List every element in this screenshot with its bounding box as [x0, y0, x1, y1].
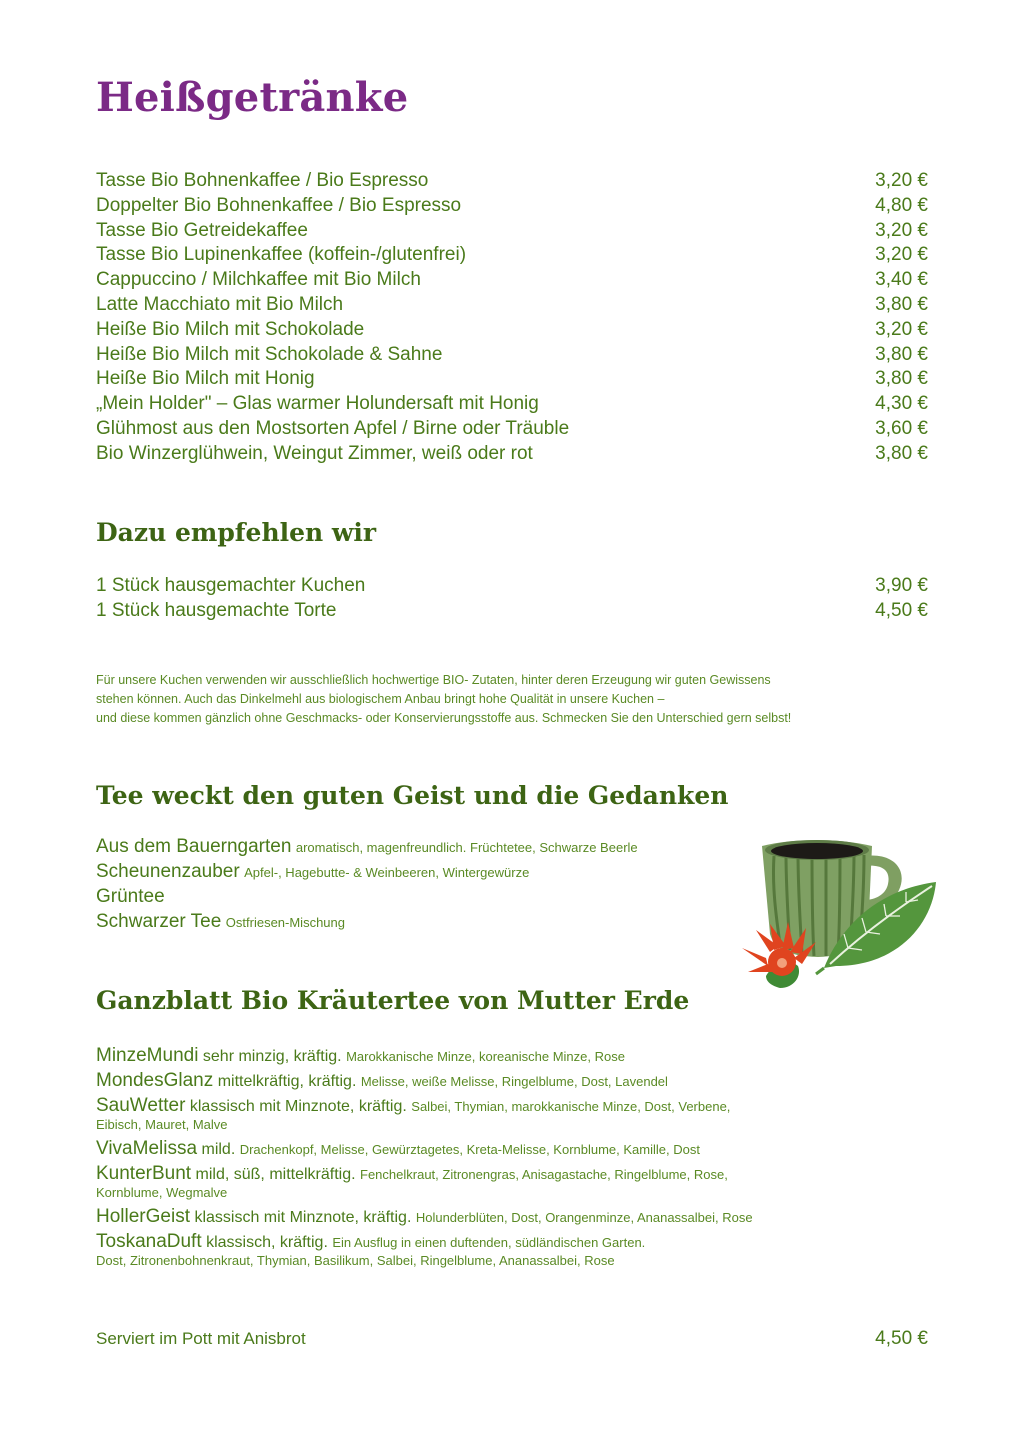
hot-drinks-list	[96, 170, 928, 468]
note-line: Für unsere Kuchen verwenden wir ausschließlich hochwertige BIO- Zutaten, hinter deren Erzeugung wir guten Gewissens	[96, 673, 771, 687]
menu-row	[96, 393, 928, 418]
item-name: 1 Stück hausgemachter Kuchen	[96, 575, 366, 596]
item-name: Cappuccino / Milchkaffee mit Bio Milch	[96, 269, 421, 291]
tea-name: Schwarzer Tee	[96, 911, 222, 932]
item-price: 3,20 €	[875, 219, 928, 241]
tea-name: Scheunenzauber	[96, 861, 240, 882]
item-price: 3,40 €	[875, 269, 928, 291]
item-name: Heiße Bio Milch mit Honig	[96, 368, 315, 390]
item-name: Bio Winzerglühwein, Weingut Zimmer, weiß oder rot	[96, 442, 533, 464]
herbal-desc: Drachenkopf, Melisse, Gewürztagetes, Kreta-Melisse, Kornblume, Kamille, Dost	[239, 1142, 700, 1157]
tea-heading: Tee weckt den guten Geist und die Gedanken	[96, 781, 729, 810]
item-price: 3,60 €	[875, 417, 928, 439]
herbal-name: HollerGeist	[96, 1206, 190, 1227]
page-title: Heißgetränke	[96, 74, 409, 121]
herbal-style: klassisch mit Minznote, kräftig.	[194, 1209, 412, 1226]
herbal-style: mild, süß, mittelkräftig.	[195, 1166, 356, 1183]
served-row	[96, 1328, 928, 1350]
herbal-list	[96, 1046, 896, 1275]
herbal-desc: Ein Ausflug in einen duftenden, südländischen Garten.	[332, 1235, 646, 1250]
item-price: 3,20 €	[875, 244, 928, 266]
menu-row	[96, 195, 928, 220]
note-line: und diese kommen gänzlich ohne Geschmacks- oder Konservierungsstoffe aus. Schmecken Sie den Unterschied gern selbst!	[96, 711, 792, 725]
herbal-desc: Fenchelkraut, Zitronengras, Anisagastache, Ringelblume, Rose,	[360, 1167, 728, 1182]
herbal-style: sehr minzig, kräftig.	[202, 1048, 342, 1065]
item-name: 1 Stück hausgemachte Torte	[96, 599, 337, 621]
item-name: „Mein Holder" – Glas warmer Holundersaft mit Honig	[96, 393, 539, 415]
tea-item	[96, 861, 736, 886]
menu-row	[96, 368, 928, 393]
herbal-desc-cont: Dost, Zitronenbohnenkraut, Thymian, Basilikum, Salbei, Ringelblume, Ananassalbei, Rose	[96, 1253, 615, 1268]
item-price: 3,20 €	[875, 170, 928, 191]
tea-desc: Apfel-, Hagebutte- & Weinbeeren, Wintergewürze	[244, 865, 530, 880]
served-label: Serviert im Pott mit Anisbrot	[96, 1329, 306, 1348]
herbal-style: klassisch mit Minznote, kräftig.	[189, 1098, 407, 1115]
menu-row	[96, 418, 928, 443]
tea-item	[96, 836, 736, 861]
item-price: 4,30 €	[875, 393, 928, 415]
item-price: 3,80 €	[875, 343, 928, 365]
herbal-desc: Salbei, Thymian, marokkanische Minze, Dost, Verbene,	[411, 1099, 731, 1114]
herbal-name: MondesGlanz	[96, 1070, 214, 1091]
item-name: Tasse Bio Lupinenkaffee (koffein-/glutenfrei)	[96, 244, 467, 266]
tea-item	[96, 911, 736, 936]
note-line: stehen können. Auch das Dinkelmehl aus biologischem Anbau bringt hohe Qualität in unsere Kuchen –	[96, 692, 665, 706]
item-name: Tasse Bio Bohnenkaffee / Bio Espresso	[96, 170, 429, 191]
herbal-name: SauWetter	[96, 1095, 186, 1116]
tea-item	[96, 886, 736, 911]
menu-row	[96, 170, 928, 195]
menu-row	[96, 575, 928, 600]
herbal-name: VivaMelissa	[96, 1138, 198, 1159]
tea-name: Aus dem Bauerngarten	[96, 836, 292, 857]
herbal-item	[96, 1046, 896, 1066]
menu-row	[96, 294, 928, 319]
item-price: 3,80 €	[875, 368, 928, 390]
herbal-item	[96, 1096, 896, 1134]
herbal-desc-cont: Kornblume, Wegmalve	[96, 1185, 228, 1200]
tea-name: Grüntee	[96, 886, 165, 907]
herbal-item	[96, 1207, 896, 1227]
menu-row	[96, 244, 928, 269]
herbal-heading: Ganzblatt Bio Kräutertee von Mutter Erde	[96, 986, 690, 1015]
served-price: 4,50 €	[875, 1328, 928, 1349]
tea-desc: aromatisch, magenfreundlich. Früchtetee, Schwarze Beerle	[295, 840, 638, 855]
herbal-name: KunterBunt	[96, 1163, 192, 1184]
herbal-name: ToskanaDuft	[96, 1231, 202, 1252]
item-price: 4,50 €	[875, 599, 928, 621]
herbal-desc: Holunderblüten, Dost, Orangenminze, Ananassalbei, Rose	[415, 1210, 753, 1225]
herbal-item	[96, 1232, 896, 1270]
herbal-name: MinzeMundi	[96, 1045, 199, 1066]
tea-list	[96, 836, 736, 936]
herbal-style: mittelkräftig, kräftig.	[217, 1073, 357, 1090]
item-name: Heiße Bio Milch mit Schokolade	[96, 318, 365, 340]
item-price: 4,80 €	[875, 194, 928, 216]
item-name: Latte Macchiato mit Bio Milch	[96, 293, 344, 315]
item-name: Tasse Bio Getreidekaffee	[96, 219, 308, 241]
menu-row	[96, 344, 928, 369]
item-price: 3,80 €	[875, 442, 928, 464]
menu-row	[96, 600, 928, 625]
menu-row	[96, 220, 928, 245]
item-price: 3,80 €	[875, 293, 928, 315]
herbal-style: klassisch, kräftig.	[206, 1234, 328, 1251]
herbal-item	[96, 1139, 896, 1159]
item-name: Doppelter Bio Bohnenkaffee / Bio Espresso	[96, 194, 462, 216]
item-price: 3,90 €	[875, 575, 928, 596]
herbal-desc: Marokkanische Minze, koreanische Minze, Rose	[346, 1049, 625, 1064]
herbal-item	[96, 1164, 896, 1202]
recommend-heading: Dazu empfehlen wir	[96, 518, 377, 547]
herbal-style: mild.	[201, 1141, 236, 1158]
item-name: Heiße Bio Milch mit Schokolade & Sahne	[96, 343, 443, 365]
menu-row	[96, 319, 928, 344]
item-price: 3,20 €	[875, 318, 928, 340]
menu-row	[96, 269, 928, 294]
tea-desc: Ostfriesen-Mischung	[225, 915, 345, 930]
herbal-desc: Melisse, weiße Melisse, Ringelblume, Dost, Lavendel	[360, 1074, 668, 1089]
menu-row	[96, 443, 928, 468]
herbal-item	[96, 1071, 896, 1091]
herbal-desc-cont: Eibisch, Mauret, Malve	[96, 1117, 228, 1132]
item-name: Glühmost aus den Mostsorten Apfel / Birne oder Träuble	[96, 417, 570, 439]
recommend-list	[96, 575, 928, 625]
cake-note	[96, 671, 926, 728]
teacup-leaf-flower-illustration	[736, 826, 952, 990]
